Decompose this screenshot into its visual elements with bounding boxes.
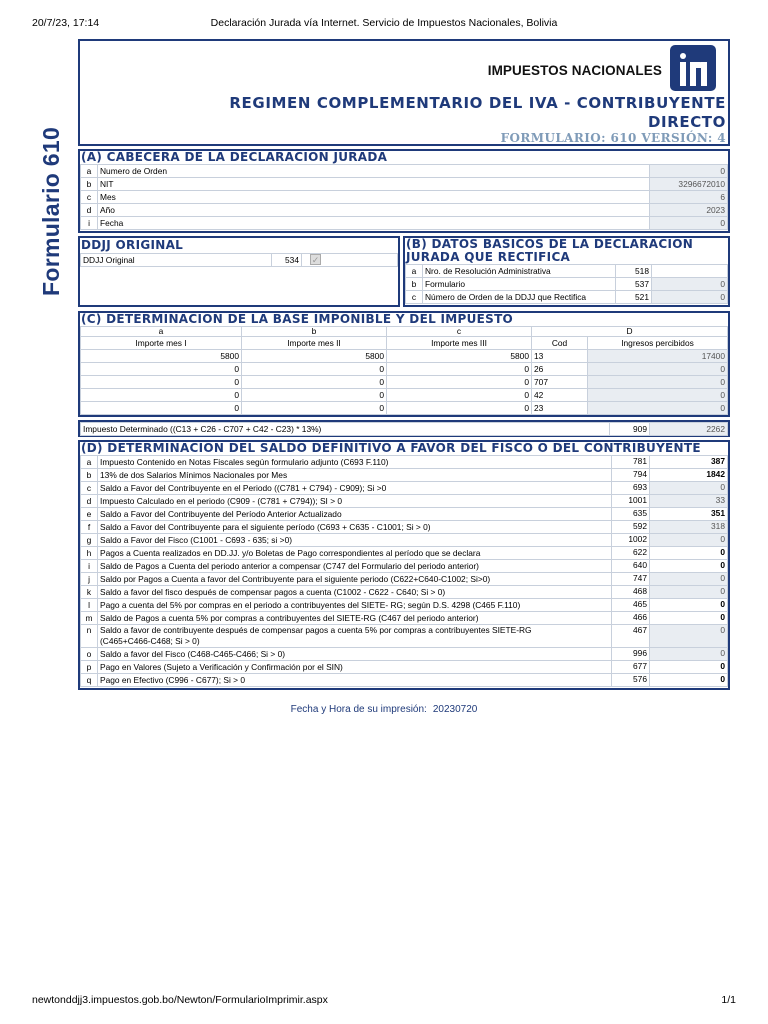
row-code: 537 [616,278,652,291]
row-code: 26 [532,363,588,376]
table-row [81,482,728,495]
row-key: b [81,178,98,191]
section-d-table [80,455,728,687]
row-value: 0 [650,547,728,560]
row-label-text-cont: (C465+C466-C468; Si > 0) [100,636,200,646]
row-label: Formulario [423,278,616,291]
row-key: c [81,482,98,495]
row-key: q [81,674,98,687]
row-label [98,495,612,508]
importe-mes-3: 0 [387,376,532,389]
row-label-text: Saldo a favor del Fisco (C468-C465-C466; Si > 0) [100,648,286,659]
row-label: Número de Orden de la DDJJ que Rectifica [423,291,616,304]
row-value: 0 [650,573,728,586]
row-key: e [81,508,98,521]
row-label-text: Saldo a Favor del Contribuyente en el Periodo ((C781 + C794) - C909); Si >0 [100,482,387,493]
importe-mes-3: 0 [387,363,532,376]
row-key: c [81,191,98,204]
ddjj-original-label: DDJJ Original [81,254,272,267]
table-row [81,350,728,363]
row-label [98,521,612,534]
table-row [81,456,728,469]
importe-mes-1: 0 [81,402,242,415]
row-value: 2023 [650,204,728,217]
row-label-text: Impuesto Calculado en el periodo (C909 - (C781 + C794)); SI > 0 [100,495,343,506]
print-datetime: 20/7/23, 17:14 [32,17,100,29]
table-header: Importe mes I Importe mes II Importe mes III Cod Ingresos percibidos [81,337,728,350]
row-label-text: Saldo a Favor del Fisco (C1001 - C693 - 635; si >0) [100,534,293,545]
table-row [81,402,728,415]
table-row [81,586,728,599]
row-label [98,674,612,687]
importe-mes-2: 0 [242,363,387,376]
importe-mes-2: 0 [242,376,387,389]
row-key: b [81,469,98,482]
table-row [81,560,728,573]
importe-mes-2: 0 [242,389,387,402]
importe-mes-2: 0 [242,402,387,415]
row-value: 0 [650,661,728,674]
table-row [81,204,728,217]
row-label-text: Saldo a Favor del Contribuyente del Período Anterior Actualizado [100,508,342,519]
row-value: 0 [650,482,728,495]
row-value: 387 [650,456,728,469]
row-code: 592 [612,521,650,534]
row-code: 707 [532,376,588,389]
table-row [81,573,728,586]
row-code: 1001 [612,495,650,508]
importe-mes-2: 5800 [242,350,387,363]
form-title-line2: DIRECTO [647,113,726,131]
print-date-label: Fecha y Hora de su impresión: [290,704,427,715]
impuesto-determinado-row [78,420,730,437]
ingresos-percibidos: 0 [588,363,728,376]
importe-mes-1: 0 [81,389,242,402]
section-b-title: (B) DATOS BASICOS DE LA DECLARACION [406,237,694,251]
row-value: 351 [650,508,728,521]
table-row [81,674,728,687]
row-label-text: Pago en Valores (Sujeto a Verificación y Confirmación por el SIN) [100,661,343,672]
form-title: REGIMEN COMPLEMENTARIO DEL IVA - CONTRIBUYENTE [229,94,726,112]
row-label: NIT [98,178,650,191]
section-b-title-line2: JURADA QUE RECTIFICA [406,250,571,264]
row-label [98,599,612,612]
table-row [81,254,398,267]
row-code: 521 [616,291,652,304]
row-value: 6 [650,191,728,204]
impuestos-logo-icon [670,45,716,91]
table-row [81,612,728,625]
table-row [81,469,728,482]
row-value [652,265,728,278]
importe-mes-1: 0 [81,376,242,389]
row-label-text: Saldo por Pagos a Cuenta a favor del Contribuyente para el siguiente periodo (C622+C640-C1002; Si>0) [100,573,491,584]
section-b-table [405,264,728,304]
row-code: 576 [612,674,650,687]
row-label [98,661,612,674]
table-row [81,423,728,436]
row-value: 0 [652,291,728,304]
section-c-title: (C) DETERMINACION DE LA BASE IMPONIBLE Y DEL IMPUESTO [81,312,514,326]
table-row [81,191,728,204]
form-version: FORMULARIO: 610 VERSIÓN: 4 [500,131,726,145]
row-label [98,469,612,482]
row-key: a [406,265,423,278]
ingresos-percibidos: 0 [588,402,728,415]
row-code: 640 [612,560,650,573]
row-label-text: Pago a cuenta del 5% por compras en el periodo a contribuyentes del SIETE- RG; según D.S. 4298 (C465 F.110) [100,599,521,610]
print-page-number: 1/1 [721,994,736,1006]
row-value: 0 [650,625,728,648]
row-label: Nro. de Resolución Administrativa [423,265,616,278]
row-key: j [81,573,98,586]
table-row [81,376,728,389]
row-label: Numero de Orden [98,165,650,178]
importe-mes-1: 5800 [81,350,242,363]
ddjj-original-code: 534 [272,254,302,267]
importe-mes-3: 5800 [387,350,532,363]
row-label [98,482,612,495]
row-key: k [81,586,98,599]
ingresos-percibidos: 0 [588,376,728,389]
importe-mes-1: 0 [81,363,242,376]
row-value: 0 [652,278,728,291]
row-label: Año [98,204,650,217]
row-key: o [81,648,98,661]
row-label [98,586,612,599]
row-key: a [81,165,98,178]
print-header [32,17,736,31]
table-row [81,508,728,521]
section-a-table [80,164,728,230]
form-header [78,39,730,146]
row-value: 0 [650,674,728,687]
table-row [81,217,728,230]
row-label-text: Saldo de Pagos a Cuenta del periodo anterior a compensar (C747 del Formulario del periodo anterior) [100,560,479,571]
importe-mes-3: 0 [387,389,532,402]
row-label [98,508,612,521]
table-row [406,265,728,278]
section-a [78,149,730,233]
row-key: l [81,599,98,612]
row-code: 794 [612,469,650,482]
table-row [81,534,728,547]
row-label [98,547,612,560]
section-d [78,440,730,690]
table-row [81,178,728,191]
row-key: b [406,278,423,291]
table-row [81,599,728,612]
row-label-text: Pago en Efectivo (C996 - C677); Si > 0 [100,674,246,685]
row-code: 677 [612,661,650,674]
row-key: d [81,204,98,217]
row-key: p [81,661,98,674]
row-key: c [406,291,423,304]
row-label-text: 13% de dos Salarios Mínimos Nacionales por Mes [100,469,288,480]
section-c [78,311,730,417]
row-key: d [81,495,98,508]
row-code: 518 [616,265,652,278]
section-a-title: (A) CABECERA DE LA DECLARACION JURADA [81,150,388,164]
print-footer [32,994,736,1008]
row-key: f [81,521,98,534]
row-code: 622 [612,547,650,560]
row-label: Mes [98,191,650,204]
table-row [406,278,728,291]
ingresos-percibidos: 0 [588,389,728,402]
print-url: newtonddjj3.impuestos.gob.bo/Newton/FormularioImprimir.aspx [32,994,328,1006]
print-date-value: 20230720 [432,704,478,715]
print-date [0,704,768,715]
row-code: 42 [532,389,588,402]
row-label [98,573,612,586]
row-value: 0 [650,217,728,230]
row-label [98,648,612,661]
row-code: 1002 [612,534,650,547]
row-value: 318 [650,521,728,534]
row-label-text: Pagos a Cuenta realizados en DD.JJ. y/o Boletas de Pago correspondientes al período que se declara [100,547,481,558]
table-row [81,625,728,648]
row-value: 0 [650,165,728,178]
row-value: 0 [650,648,728,661]
row-code: 23 [532,402,588,415]
row-label [98,456,612,469]
logo-text: IMPUESTOS NACIONALES [487,63,662,78]
section-c-table [80,326,728,415]
row-key: m [81,612,98,625]
row-key: a [81,456,98,469]
table-row [81,165,728,178]
row-label-text: Saldo a Favor del Contribuyente para el siguiente período (C693 + C635 - C1001; Si > 0) [100,521,431,532]
ddjj-original-title: DDJJ ORIGINAL [81,238,184,252]
row-label [98,625,612,648]
row-code: 467 [612,625,650,648]
row-value: 1842 [650,469,728,482]
row-label-text: Saldo de Pagos a cuenta 5% por compras a contribuyentes del SIETE-RG (C467 del periodo anterior) [100,612,479,623]
row-code: 465 [612,599,650,612]
row-value: 0 [650,560,728,573]
row-label-text: Impuesto Contenido en Notas Fiscales según formulario adjunto (C693 F.110) [100,456,389,467]
row-value: 33 [650,495,728,508]
row-code: 693 [612,482,650,495]
ingresos-percibidos: 17400 [588,350,728,363]
table-row [81,495,728,508]
impuesto-determinado-code: 909 [610,423,650,436]
section-d-title: (D) DETERMINACION DEL SALDO DEFINITIVO A FAVOR DEL FISCO O DEL CONTRIBUYENTE [81,441,701,455]
row-key: i [81,560,98,573]
row-key: g [81,534,98,547]
ddjj-original-section [78,236,400,307]
row-label-text: Saldo a favor del fisco después de compensar pagos a cuenta (C1002 - C622 - C640; Si > 0) [100,586,446,597]
table-row [406,291,728,304]
row-code: 781 [612,456,650,469]
row-code: 466 [612,612,650,625]
table-row [81,389,728,402]
row-label [98,560,612,573]
row-value: 0 [650,586,728,599]
ddjj-original-table [80,253,398,267]
row-key: n [81,625,98,648]
row-label: Fecha [98,217,650,230]
table-row [81,363,728,376]
form-side-label: Formulario 610 [38,126,64,296]
row-label [98,534,612,547]
row-code: 13 [532,350,588,363]
row-code: 747 [612,573,650,586]
table-row [81,648,728,661]
row-code: 468 [612,586,650,599]
impuesto-determinado-value: 2262 [650,423,728,436]
row-label [98,612,612,625]
ddjj-original-checkbox[interactable]: ✓ [311,255,320,265]
row-key: h [81,547,98,560]
table-row [81,521,728,534]
row-key: i [81,217,98,230]
table-header-letters: a b c D [81,327,728,337]
row-value: 0 [650,612,728,625]
impuesto-determinado-label: Impuesto Determinado ((C13 + C26 - C707 + C42 - C23) * 13%) [81,423,610,436]
section-b [403,236,730,307]
importe-mes-3: 0 [387,402,532,415]
row-code: 635 [612,508,650,521]
row-value: 0 [650,534,728,547]
row-label-text: Saldo a favor de contribuyente después de compensar pagos a cuenta 5% por compras a contribuyentes SIETE-RG [100,625,532,635]
row-value: 3296672010 [650,178,728,191]
print-page-title: Declaración Jurada vía Internet. Servicio de Impuestos Nacionales, Bolivia [210,17,558,29]
row-value: 0 [650,599,728,612]
table-row [81,661,728,674]
row-code: 996 [612,648,650,661]
table-row [81,547,728,560]
